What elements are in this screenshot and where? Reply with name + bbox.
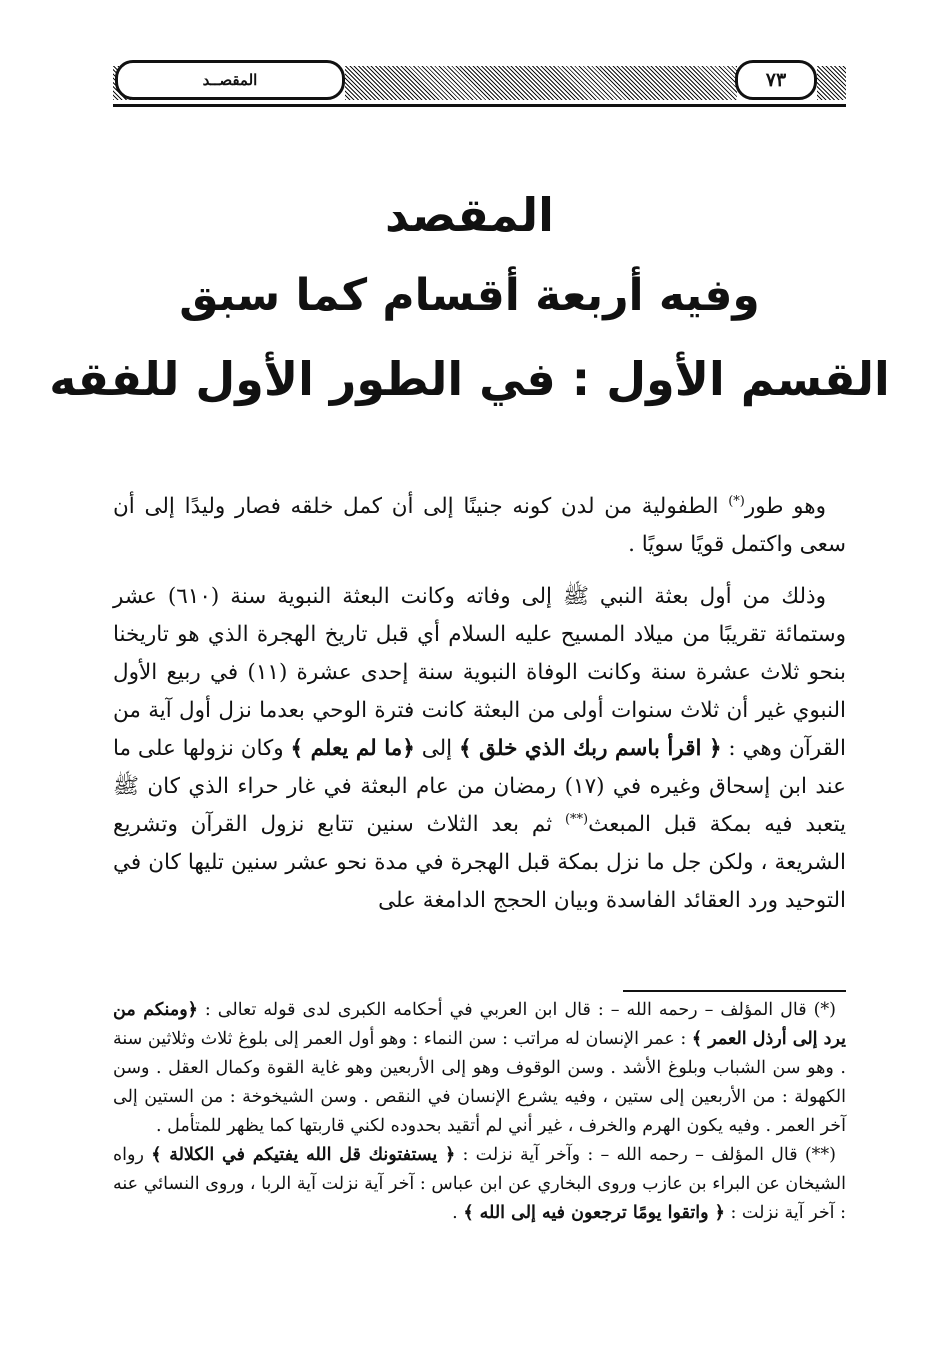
footnote-marker[interactable]: (*) [728, 493, 745, 509]
text-run: : عمر الإنسان له مراتب : سن النماء : وهو أول العمر إلى بلوغ ثلاث وثلاثين سنة . وهو سن الشباب وبلوغ الأشد . وسن الوقوف وهو إلى الأربعين وهو غاية القوة وكمال العقل . وسن الكهولة : من الأربعين إلى ستين ، وفيه يشرع الإنسان في النقص . وسن الشيخوخة : من الستين إلى آخر العمر . وفيه يكون الهرم والخرف ، غير أني لم أتقيد بحدوده لكني قاربتها كما يظهر للمتأمل . [113, 1029, 846, 1136]
text-run: (**) قال المؤلف – رحمه الله – : وآخر آية نزلت : [455, 1145, 836, 1165]
text-run: وذلك من أول بعثة النبي ﷺ إلى وفاته وكانت البعثة النبوية سنة (٦١٠) عشر وستمائة تقريبًا من ميلاد المسيح عليه السلام أي قبل تاريخ الهجرة الذي هو تاريخنا بنحو ثلاث عشرة سنة وكانت الوفاة النبوية سنة إحدى عشرة (١١) في ربيع الأول النبوي غير أن ثلاث سنوات أولى من البعثة كانت فترة الوحي بعدما نزل أول آية من القرآن وهي : [113, 584, 846, 761]
quran-quote: ﴿ومنكم من يرد إلى أرذل العمر ﴾ [113, 1000, 846, 1049]
quran-quote: ﴿ما لم يعلم ﴾ [290, 736, 415, 761]
paragraph [113, 488, 846, 564]
quran-quote: ﴿ واتقوا يومًا ترجعون فيه إلى الله ﴾ [463, 1203, 725, 1223]
running-title: المقصــد [115, 60, 345, 100]
text-run: ثم بعد الثلاث سنين تتابع نزول القرآن وتشريع الشريعة ، ولكن جل ما نزل بمكة قبل الهجرة في مدة نحو عشر سنين تليها كان في التوحيد ورد العقائد الفاسدة وبيان الحجج الدامغة على [113, 812, 846, 913]
text-run: (*) قال المؤلف – رحمه الله – : قال ابن العربي في أحكامه الكبرى لدى قوله تعالى : [197, 1000, 836, 1020]
quran-quote: ﴿ يستفتونك قل الله يفتيكم في الكلالة ﴾ [151, 1145, 456, 1165]
chapter-title: المقصد [385, 188, 554, 242]
quran-quote: ﴿ اقرأ باسم ربك الذي خلق ﴾ [459, 736, 722, 761]
page-number: ٧٣ [735, 60, 817, 100]
text-run: . [452, 1203, 464, 1223]
footnote [113, 996, 846, 1141]
paragraph [113, 578, 846, 920]
body-text [113, 488, 846, 920]
text-run: إلى [414, 736, 459, 761]
text-run: وكان نزولها على ما عند ابن إسحاق وغيره في (١٧) رمضان من عام البعثة في غار حراء الذي كان ﷺ يتعبد فيه بمكة قبل المبعث [113, 736, 846, 837]
footnote [113, 1141, 846, 1228]
footnotes [113, 996, 846, 1228]
text-run: رواه الشيخان عن البراء بن عازب وروى البخاري عن ابن عباس : آخر آية نزلت آية الربا ، وروى النسائي عنه : آخر آية نزلت : [113, 1145, 846, 1223]
text-run: وهو طور [744, 494, 826, 519]
header-ornament [817, 66, 846, 100]
running-header [113, 58, 846, 108]
chapter-subtitle: وفيه أربعة أقسام كما سبق [179, 270, 760, 321]
header-ornament [345, 66, 737, 100]
text-run: الطفولية من لدن كونه جنينًا إلى أن كمل خلقه فصار وليدًا إلى أن سعى واكتمل قويًا سويًا . [113, 494, 846, 557]
header-rule [113, 104, 846, 107]
footnote-divider [623, 990, 846, 992]
footnote-marker[interactable]: (**) [564, 811, 589, 827]
section-heading: القسم الأول : في الطور الأول للفقه [49, 352, 890, 406]
